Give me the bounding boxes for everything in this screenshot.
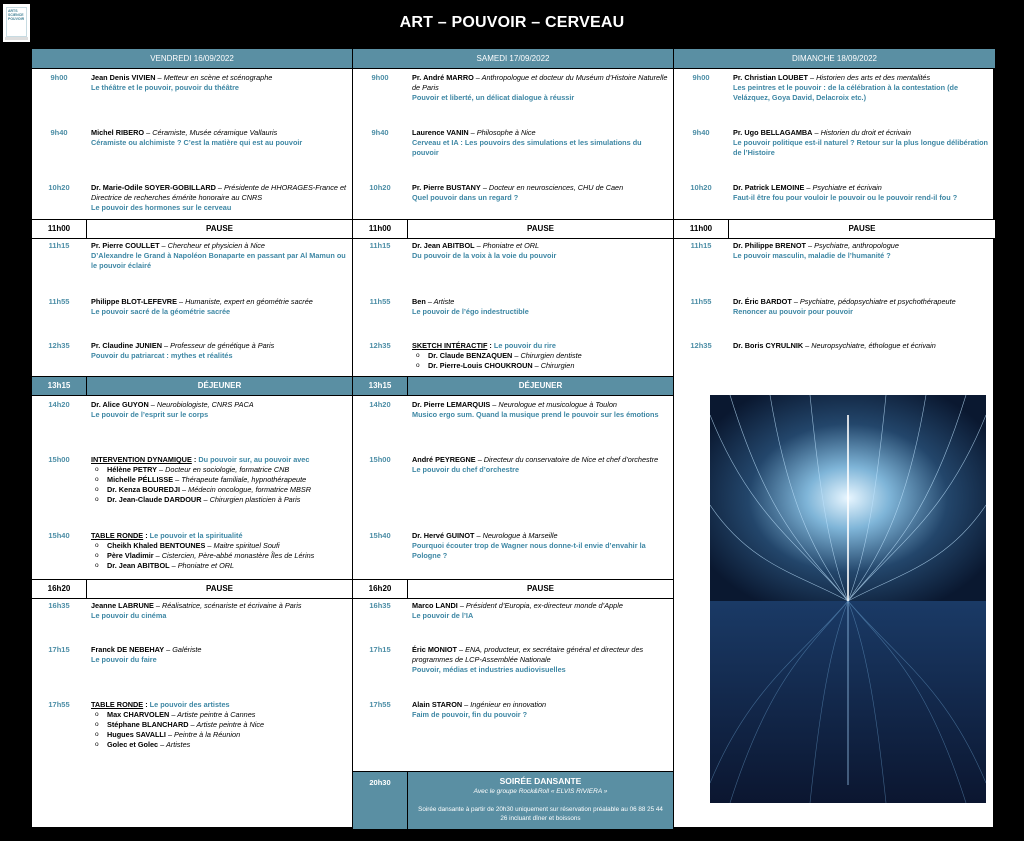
speaker-name: Dr. Hervé GUINOT (412, 531, 475, 540)
speaker-role: – Neurologue et musicologue à Toulon (490, 400, 617, 409)
talk-title: Le pouvoir politique est-il naturel ? Retour sur la plus longue délibération de l’Histoire (733, 138, 989, 157)
panelist-role: – Chirurgien plasticien à Paris (201, 495, 301, 504)
speaker-role: – Historien des arts et des mentalités (808, 73, 931, 82)
speaker-name: Pr. Pierre COULLET (91, 241, 160, 250)
day-header: SAMEDI 17/09/2022 (353, 49, 673, 69)
talk-title: Faut-il être fou pour vouloir le pouvoir ou le pouvoir rend-il fou ? (733, 193, 958, 202)
speaker-role: – Phoniatre et ORL (474, 241, 540, 250)
speaker-role: – Psychiatre, pédopsychiatre et psychothérapeute (791, 297, 956, 306)
panelist-name: Michelle PÉLLISSE (107, 475, 174, 484)
speaker-role: – Présidente de HHORAGES-France et Directrice de recherches émérite honoraire au CNRS (91, 183, 347, 202)
talk-title: Le pouvoir des artistes (149, 700, 230, 709)
panelist (91, 465, 348, 475)
speaker-name: André PEYREGNE (412, 455, 476, 464)
talk-title: Pouvoir, médias et industries audiovisuelles (412, 665, 566, 674)
speaker-name: Philippe BLOT-LEFEVRE (91, 297, 177, 306)
talk-title: Renoncer au pouvoir pour pouvoir (733, 307, 853, 316)
speaker-name: Ben (412, 297, 426, 306)
dance-evening (353, 771, 673, 829)
speaker-name: Jeanne LABRUNE (91, 601, 154, 610)
logo-text: ARTS SCIENCE POUVOIR (8, 9, 25, 21)
session-label: SKETCH INTÉRACTIF (412, 341, 488, 350)
pause-time: 16h20 (47, 584, 71, 593)
lunch-time: 13h15 (368, 381, 392, 390)
panelist (91, 485, 348, 495)
pause-time: 11h00 (47, 224, 71, 233)
speaker-name: Franck DE NEBEHAY (91, 645, 165, 654)
talk-title: Le théâtre et le pouvoir, pouvoir du théâtre (91, 83, 239, 92)
speaker-role: – Neurologue à Marseille (474, 531, 558, 540)
program-table (31, 48, 994, 828)
pause-time: 16h20 (368, 584, 392, 593)
talk-title: Le pouvoir de l’IA (412, 611, 474, 620)
panelist-role: – Maitre spirituel Soufi (205, 541, 280, 550)
panelist-name: Hugues SAVALLI (107, 730, 166, 739)
soiree-title: SOIRÉE DANSANTE (499, 776, 582, 786)
session-time: 15h40 (48, 531, 70, 540)
lunch-band (32, 376, 352, 396)
panelist-role: – Artistes (158, 740, 191, 749)
talk-title: Pourquoi écouter trop de Wagner nous donne-t-il envie d’envahir la Pologne ? (412, 541, 646, 560)
pause-label: PAUSE (407, 580, 673, 598)
pause-label: PAUSE (86, 220, 352, 238)
talk-title: Les peintres et le pouvoir : de la célébration à la contestation (de Velázquez, Goya David, Delacroix etc.) (733, 83, 959, 102)
talk-title: Le pouvoir de l’égo indestructible (412, 307, 529, 316)
lunch-band (353, 376, 673, 396)
panelist-role: – Chirurgien (532, 361, 575, 370)
panelist-name: Golec et Golec (107, 740, 159, 749)
session-time: 11h15 (690, 241, 712, 250)
panelist-role: – Artiste peintre à Cannes (169, 710, 256, 719)
lunch-time: 13h15 (47, 381, 71, 390)
day-header: VENDREDI 16/09/2022 (32, 49, 352, 69)
talk-title: Le pouvoir masculin, maladie de l’humanité ? (733, 251, 891, 260)
panelist-name: Max CHARVOLEN (107, 710, 170, 719)
talk-title: Le pouvoir du cinéma (91, 611, 167, 620)
panelist (91, 720, 348, 730)
panelist-name: Dr. Jean-Claude DARDOUR (107, 495, 202, 504)
speaker-name: Jean Denis VIVIEN (91, 73, 156, 82)
talk-title: Céramiste ou alchimiste ? C’est la matière qui est au pouvoir (91, 138, 303, 147)
speaker-role: – Professeur de génétique à Paris (161, 341, 275, 350)
talk-title: Faim de pouvoir, fin du pouvoir ? (412, 710, 528, 719)
soiree-group: Avec le groupe Rock&Roll « ELVIS RIVIERA » (473, 788, 608, 795)
session-time: 15h00 (48, 455, 70, 464)
session-label: TABLE RONDE (91, 700, 144, 709)
pause-time: 11h00 (689, 224, 713, 233)
speaker-role: – Philosophe à Nice (468, 128, 536, 137)
speaker-name: Dr. Marie-Odile SOYER-GOBILLARD (91, 183, 216, 192)
speaker-role: – Président d’Europia, ex-directeur monde d’Apple (457, 601, 623, 610)
panelist-role: – Docteur en sociologie, formatrice CNB (157, 465, 290, 474)
session-time: 14h20 (48, 400, 70, 409)
talk-title: Le pouvoir du faire (91, 655, 157, 664)
session-time: 12h35 (48, 341, 70, 350)
speaker-role: – ENA, producteur, ex secrétaire général et directeur des programmes de LCP-Assemblée Nationale (412, 645, 644, 664)
day-column-friday: VENDREDI 16/09/2022 9h00 Jean Denis VIVIEN – Metteur en scène et scénographe Le théâtre et le pouvoir, pouvoir du théâtre 9h40 Michel RIBERO – Céramiste, Musée céramique Vallauris Céramiste ou alchimiste ? C’est la matière qui est au pouvoir 10h20 Dr. Marie-Odile SOYER-GOBILLARD – Présidente de HHORAGES-France et Directrice de recherches émérite honoraire au CNRS Le pouvoir des hormones sur le cerveau 11h00 PAUSE 11h15 Pr. Pierre COULLET – Chercheur et physicien à Nice D’Alexandre le Grand à Napoléon Bonaparte en passant par Al Mamun ou le pouvoir éclairé 11h55 Philippe BLOT-LEFEVRE – Humaniste, expert en géométrie sacrée Le pouvoir sacré de la géométrie sacrée 12h35 Pr. Claudine JUNIEN – Professeur de génétique à Paris Pouvoir du patriarcat : mythes et réalités 13h15 DÉJEUNER 14h20 Dr. Alice GUYON – Neurobiologiste, CNRS PACA Le pouvoir de l’esprit sur le corps 15h00 INTERVENTION DYNAMIQUE : Du pouvoir sur, au pouvoir avec o Hélène PETRY – Docteur en sociologie, formatrice CNB o Michelle PÉLLISSE – Thérapeute familiale, hypnothérapeute o Dr. Kenza BOUREDJI – Médecin oncologue, formatrice MBSR o Dr. Jean-Claude DARDOUR – Chirurgien plasticien à Paris 15h40 TABLE RONDE : Le pouvoir et la spiritualité o Cheikh Khaled BENTOUNES – Maitre spirituel Soufi o Père Vladimir – Cistercien, Père-abbé monastère Îles de Lérins o Dr. Jean ABITBOL – Phoniatre et ORL 16h20 PAUSE 16h35 Jeanne LABRUNE – Réalisatrice, scénariste et écrivaine à Paris Le pouvoir du cinéma 17h15 Franck DE NEBEHAY – Galériste Le pouvoir du faire 17h55 TABLE RONDE : Le pouvoir des artistes o Max CHARVOLEN – Artiste peintre à Cannes o Stéphane BLANCHARD – Artiste peintre à Nice o Hugues SAVALLI – Peintre à la Réunion o Golec et Golec – Artistes (32, 49, 353, 829)
talk-title: Le pouvoir de l’esprit sur le corps (91, 410, 209, 419)
session-time: 17h55 (48, 700, 70, 709)
session-time: 15h40 (369, 531, 391, 540)
speaker-role: – Céramiste, Musée céramique Vallauris (144, 128, 278, 137)
panelist-role: – Chirurgien dentiste (512, 351, 582, 360)
speaker-role: – Chercheur et physicien à Nice (159, 241, 265, 250)
speaker-name: Dr. Philippe BRENOT (733, 241, 806, 250)
talk-title: D’Alexandre le Grand à Napoléon Bonaparte en passant par Al Mamun ou le pouvoir éclairé (91, 251, 346, 270)
speaker-name: Dr. Pierre LEMARQUIS (412, 400, 491, 409)
speaker-name: Dr. Éric BARDOT (733, 297, 792, 306)
panelist (91, 541, 348, 551)
speaker-role: – Humaniste, expert en géométrie sacrée (176, 297, 313, 306)
session-time: 9h00 (371, 73, 389, 82)
session-label: INTERVENTION DYNAMIQUE (91, 455, 192, 464)
panelist-name: Cheikh Khaled BENTOUNES (107, 541, 206, 550)
panelist-role: – Peintre à la Réunion (165, 730, 241, 739)
speaker-name: Alain STARON (412, 700, 463, 709)
talk-title: Le pouvoir et la spiritualité (149, 531, 243, 540)
pause-band (32, 579, 352, 599)
panelist (91, 730, 348, 740)
pause-label: PAUSE (728, 220, 995, 238)
speaker-role: – Psychiatre et écrivain (804, 183, 882, 192)
session-time: 11h15 (369, 241, 391, 250)
talk-title: Du pouvoir de la voix à la voie du pouvoir (412, 251, 557, 260)
panelist (91, 740, 348, 750)
panelist-name: Stéphane BLANCHARD (107, 720, 189, 729)
panelist-role: – Phoniatre et ORL (169, 561, 235, 570)
panelist-role: – Cistercien, Père-abbé monastère Îles de Lérins (153, 551, 315, 560)
speaker-role: – Metteur en scène et scénographe (155, 73, 273, 82)
speaker-name: Laurence VANIN (412, 128, 469, 137)
panelist (91, 495, 348, 505)
speaker-role: – Historien du droit et écrivain (812, 128, 912, 137)
panelist (412, 361, 669, 371)
pause-band (353, 219, 673, 239)
speaker-role: – Artiste (425, 297, 455, 306)
session-time: 16h35 (369, 601, 391, 610)
talk-title: Pouvoir et liberté, un délicat dialogue à réussir (412, 93, 575, 102)
speaker-role: – Galériste (164, 645, 202, 654)
session-time: 10h20 (369, 183, 391, 192)
panelist (91, 710, 348, 720)
talk-title: Cerveau et IA : Les pouvoirs des simulations et les simulations du pouvoir (412, 138, 642, 157)
speaker-name: Pr. Pierre BUSTANY (412, 183, 481, 192)
panelist (91, 475, 348, 485)
speaker-role: – Directeur du conservatoire de Nice et chef d’orchestre (475, 455, 659, 464)
pause-label: PAUSE (407, 220, 673, 238)
session-time: 15h00 (369, 455, 391, 464)
session-time: 10h20 (690, 183, 712, 192)
lunch-label: DÉJEUNER (407, 377, 673, 395)
session-time: 17h55 (369, 700, 391, 709)
session-time: 11h55 (48, 297, 70, 306)
speaker-name: Dr. Boris CYRULNIK (733, 341, 804, 350)
pause-time: 11h00 (368, 224, 392, 233)
speaker-role: – Anthropologue et docteur du Muséum d’Histoire Naturelle de Paris (412, 73, 668, 92)
talk-title: Pouvoir du patriarcat : mythes et réalités (91, 351, 233, 360)
speaker-name: Pr. Christian LOUBET (733, 73, 809, 82)
panelist (412, 351, 669, 361)
page-title: ART – POUVOIR – CERVEAU (399, 14, 625, 31)
speaker-role: – Docteur en neurosciences, CHU de Caen (480, 183, 624, 192)
session-time: 9h40 (692, 128, 710, 137)
talk-title: Le pouvoir des hormones sur le cerveau (91, 203, 232, 212)
session-time: 20h30 (369, 778, 391, 787)
pause-band (32, 219, 352, 239)
talk-title: Le pouvoir du chef d’orchestre (412, 465, 520, 474)
talk-title: Du pouvoir sur, au pouvoir avec (198, 455, 310, 464)
speaker-name: Pr. André MARRO (412, 73, 474, 82)
session-time: 9h00 (692, 73, 710, 82)
speaker-name: Pr. Ugo BELLAGAMBA (733, 128, 813, 137)
speaker-role: – Ingénieur en innovation (462, 700, 547, 709)
session-time: 17h15 (369, 645, 391, 654)
soiree-note: Soirée dansante à partir de 20h30 uniquement sur réservation préalable au 06 88 25 44 26 incluant dîner et boissons (418, 806, 663, 822)
artwork-image (710, 395, 986, 803)
panelist-role: – Médecin oncologue, formatrice MBSR (180, 485, 311, 494)
speaker-name: Dr. Alice GUYON (91, 400, 149, 409)
talk-title: Le pouvoir sacré de la géométrie sacrée (91, 307, 231, 316)
speaker-name: Pr. Claudine JUNIEN (91, 341, 162, 350)
session-time: 10h20 (48, 183, 70, 192)
session-time: 11h55 (369, 297, 391, 306)
session-time: 11h55 (690, 297, 712, 306)
session-time: 11h15 (48, 241, 70, 250)
panelist-name: Dr. Jean ABITBOL (107, 561, 170, 570)
session-time: 16h35 (48, 601, 70, 610)
pause-label: PAUSE (86, 580, 352, 598)
panelist-role: – Artiste peintre à Nice (188, 720, 265, 729)
session-time: 9h00 (50, 73, 68, 82)
session-time: 14h20 (369, 400, 391, 409)
day-column-sunday (674, 49, 995, 829)
session-time: 17h15 (48, 645, 70, 654)
session-label: TABLE RONDE (91, 531, 144, 540)
speaker-role: – Réalisatrice, scénariste et écrivaine à Paris (153, 601, 302, 610)
talk-title: Le pouvoir du rire (493, 341, 556, 350)
session-time: 9h40 (371, 128, 389, 137)
speaker-name: Dr. Jean ABITBOL (412, 241, 475, 250)
panelist-name: Père Vladimir (107, 551, 154, 560)
speaker-name: Éric MONIOT (412, 645, 458, 654)
session-time: 9h40 (50, 128, 68, 137)
panelist-name: Dr. Pierre-Louis CHOUKROUN (428, 361, 533, 370)
speaker-name: Dr. Patrick LEMOINE (733, 183, 805, 192)
speaker-role: – Neurobiologiste, CNRS PACA (148, 400, 254, 409)
speaker-name: Marco LANDI (412, 601, 458, 610)
speaker-role: – Psychiatre, anthropologue (805, 241, 899, 250)
day-column-saturday: SAMEDI 17/09/2022 9h00 Pr. André MARRO – Anthropologue et docteur du Muséum d’Histoire Naturelle de Paris Pouvoir et liberté, un délicat dialogue à réussir 9h40 Laurence VANIN – Philosophe à Nice Cerveau et IA : Les pouvoirs des simulations et les simulations du pouvoir 10h20 Pr. Pierre BUSTANY – Docteur en neurosciences, CHU de Caen Quel pouvoir dans un regard ? 11h00 PAUSE 11h15 Dr. Jean ABITBOL – Phoniatre et ORL Du pouvoir de la voix à la voie du pouvoir 11h55 Ben – Artiste Le pouvoir de l’égo indestructible 12h35 SKETCH INTÉRACTIF : Le pouvoir du rire o Dr. Claude BENZAQUEN – Chirurgien dentiste o Dr. Pierre-Louis CHOUKROUN – Chirurgien 13h15 DÉJEUNER 14h20 Dr. Pierre LEMARQUIS – Neurologue et musicologue à Toulon Musico ergo sum. Quand la musique prend le pouvoir sur les émotions 15h00 André PEYREGNE – Directeur du conservatoire de Nice et chef d’orchestre Le pouvoir du chef d’orchestre 15h40 Dr. Hervé GUINOT – Neurologue à Marseille Pourquoi écouter trop de Wagner nous donne-t-il envie d’envahir la Pologne ? 16h20 PAUSE 16h35 Marco LANDI – Président d’Europia, ex-directeur monde d’Apple Le pouvoir de l’IA 17h15 Éric MONIOT – ENA, producteur, ex secrétaire général et directeur des programmes de LCP-Assemblée Nationale Pouvoir, médias et industries audiovisuelles 17h55 Alain STARON – Ingénieur en innovation Faim de pouvoir, fin du pouvoir ? 20h30 SOIRÉE DANSANTE Avec le groupe Rock&Roll « ELVIS RIVIERA » Soirée dansante à partir de 20h30 uniquement sur réservation préalable au 06 88 25 44 26 incluant dîner et boissons (353, 49, 674, 829)
panelist (91, 561, 348, 571)
talk-title: Musico ergo sum. Quand la musique prend le pouvoir sur les émotions (412, 410, 659, 419)
panelist-name: Dr. Kenza BOUREDJI (107, 485, 180, 494)
lunch-label: DÉJEUNER (86, 377, 352, 395)
panelist (91, 551, 348, 561)
day-header: DIMANCHE 18/09/2022 (674, 49, 995, 69)
session-time: 12h35 (369, 341, 391, 350)
panelist-name: Dr. Claude BENZAQUEN (428, 351, 513, 360)
speaker-role: – Neuropsychiatre, éthologue et écrivain (803, 341, 936, 350)
talk-title: Quel pouvoir dans un regard ? (412, 193, 519, 202)
panelist-role: – Thérapeute familiale, hypnothérapeute (173, 475, 307, 484)
session-time: 12h35 (690, 341, 712, 350)
speaker-name: Michel RIBERO (91, 128, 145, 137)
pause-band (353, 579, 673, 599)
pause-band (674, 219, 995, 239)
panelist-name: Hélène PETRY (107, 465, 158, 474)
